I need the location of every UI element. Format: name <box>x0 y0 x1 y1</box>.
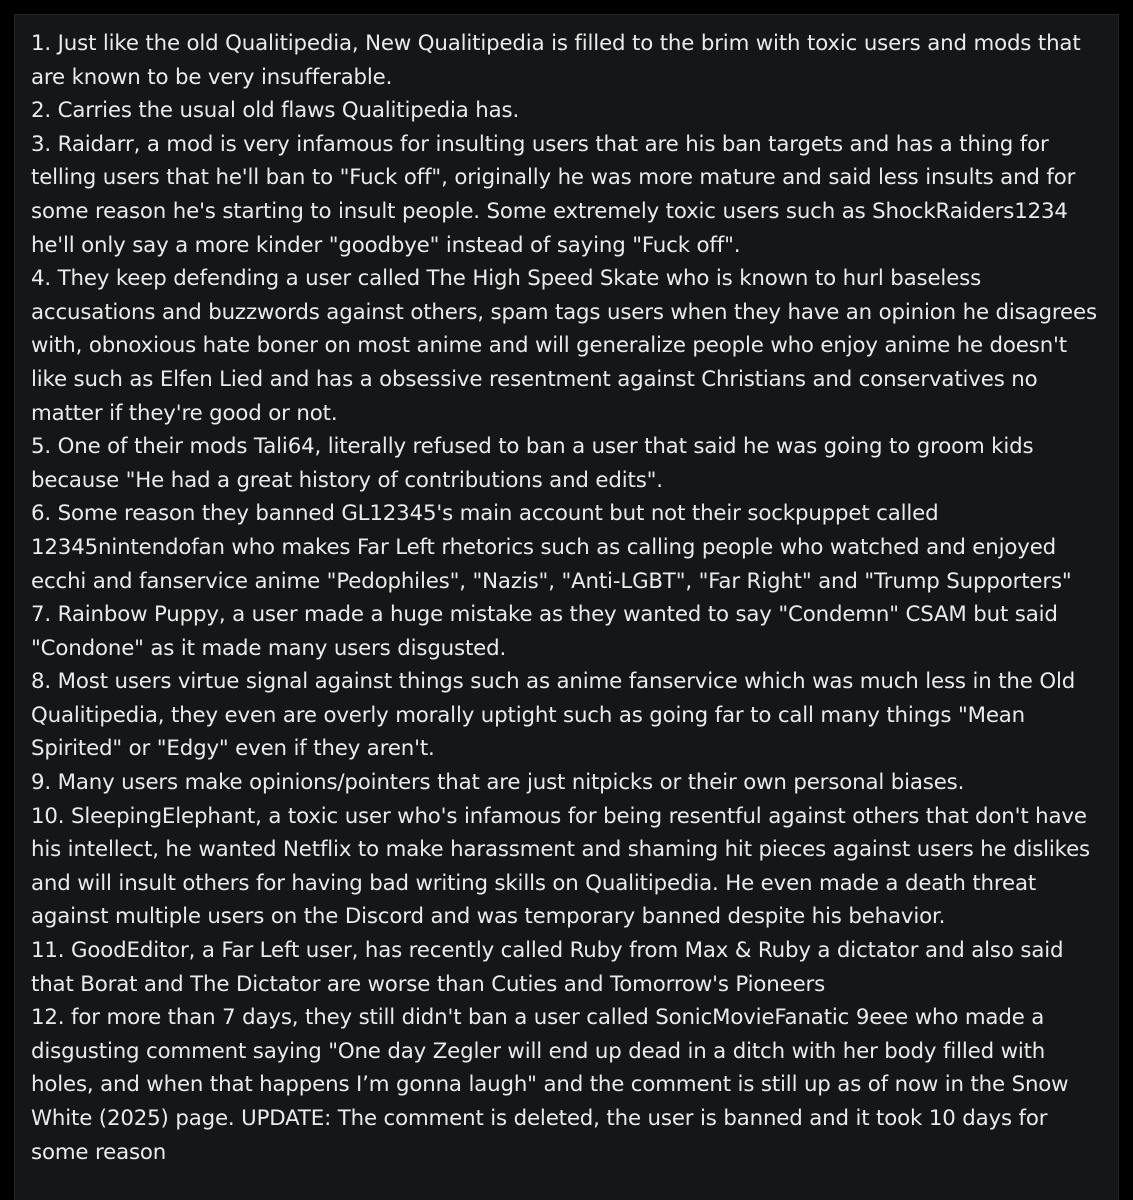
list-item: 8. Most users virtue signal against things such as anime fanservice which was much less in the Old Qualitipedia, they even are overly morally uptight such as going far to call many things "Mean Spirited" or "Edgy" even if they aren't. <box>31 669 1076 762</box>
list-item: 9. Many users make opinions/pointers that are just nitpicks or their own personal biases. <box>31 770 965 796</box>
list-item: 2. Carries the usual old flaws Qualitipedia has. <box>31 98 520 124</box>
list-item: 1. Just like the old Qualitipedia, New Qualitipedia is filled to the brim with toxic users and mods that are known to be very insufferable. <box>31 31 1081 90</box>
list-item: 7. Rainbow Puppy, a user made a huge mistake as they wanted to say "Condemn" CSAM but said "Condone" as it made many users disgusted. <box>31 602 1058 661</box>
text-panel <box>14 14 1119 1200</box>
list-item: 5. One of their mods Tali64, literally refused to ban a user that said he was going to groom kids because "He had a great history of contributions and edits". <box>31 434 1034 493</box>
list-item: 6. Some reason they banned GL12345's main account but not their sockpuppet called 12345nintendofan who makes Far Left rhetorics such as calling people who watched and enjoyed ecchi and fanservice anime "Pedophiles", "Nazis", "Anti-LGBT", "Far Right" and "Trump Supporters" <box>31 501 1072 594</box>
list-item: 10. SleepingElephant, a toxic user who's infamous for being resentful against others that don't have his intellect, he wanted Netflix to make harassment and shaming hit pieces against users he dislikes and will insult others for having bad writing skills on Qualitipedia. He even made a death threat against multiple users on the Discord and was temporary banned despite his behavior. <box>31 803 1091 930</box>
issues-list <box>15 15 1118 1169</box>
list-item: 4. They keep defending a user called The High Speed Skate who is known to hurl baseless accusations and buzzwords against others, spam tags users when they have an opinion he disagrees with, obnoxious hate boner on most anime and will generalize people who enjoy anime he doesn't like such as Elfen Lied and has a obsessive resentment against Christians and conservatives no matter if they're good or not. <box>31 266 1097 426</box>
list-item: 3. Raidarr, a mod is very infamous for insulting users that are his ban targets and has a thing for telling users that he'll ban to "Fuck off", originally he was more mature and said less insults and for some reason he's starting to insult people. Some extremely toxic users such as ShockRaiders1234 he'll only say a more kinder "goodbye" instead of saying "Fuck off". <box>31 131 1076 258</box>
list-item: 12. for more than 7 days, they still didn't ban a user called SonicMovieFanatic 9eee who made a disgusting comment saying "One day Zegler will end up dead in a ditch with her body filled with holes, and when that happens I’m gonna laugh" and the comment is still up as of now in the Snow White (2025) page. UPDATE: The comment is deleted, the user is banned and it took 10 days for some reason <box>31 1005 1069 1165</box>
list-item: 11. GoodEditor, a Far Left user, has recently called Ruby from Max & Ruby a dictator and also said that Borat and The Dictator are worse than Cuties and Tomorrow's Pioneers <box>31 938 1064 997</box>
